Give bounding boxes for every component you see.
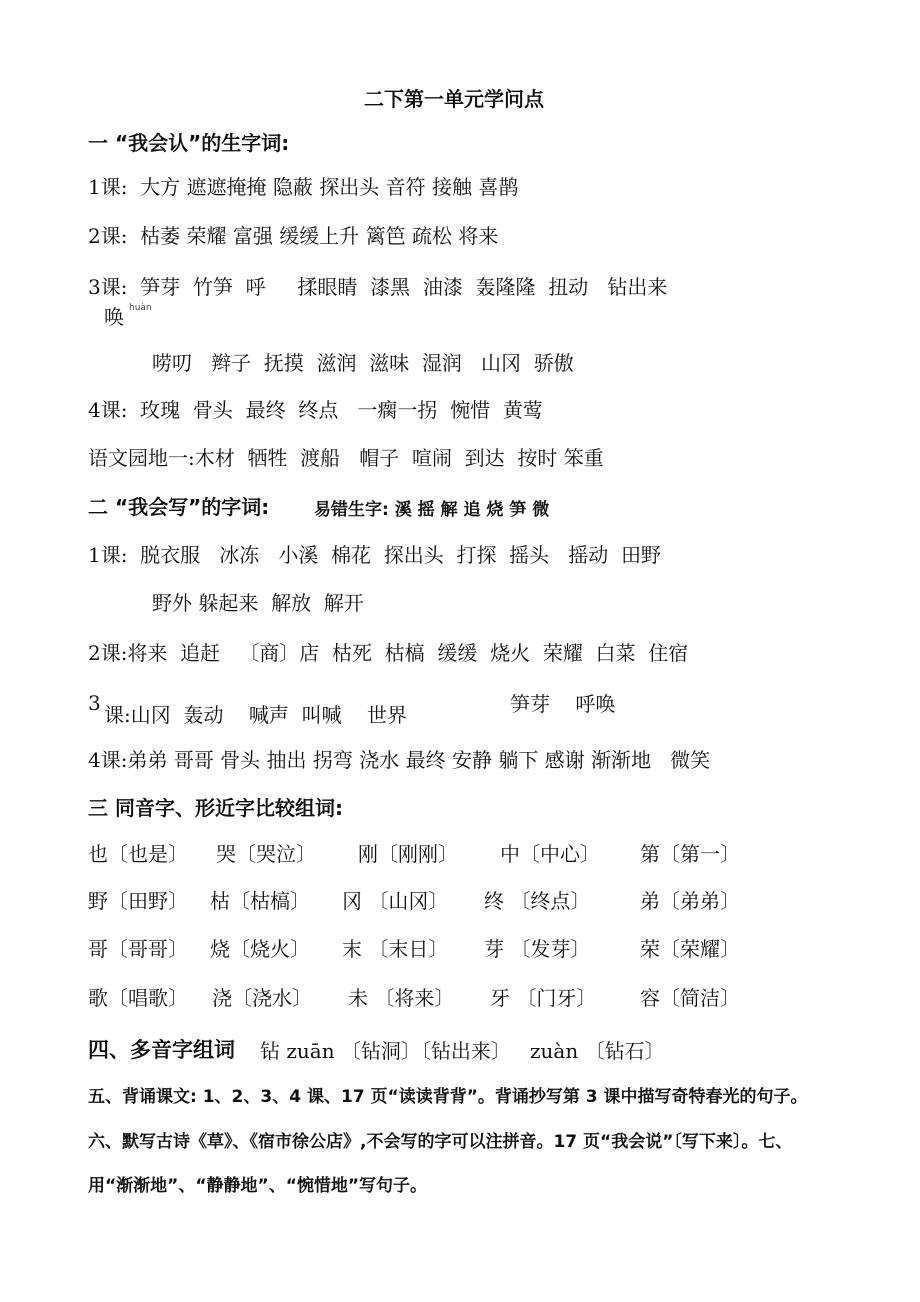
section-3-heading: 三 同音字、形近字比较组词:	[88, 796, 343, 820]
section-7-text: 用“渐渐地”、“静静地”、“惋惜地”写句子。	[88, 1176, 428, 1196]
pinyin-annotation: huàn	[129, 303, 152, 313]
s2-line-lesson-3: 课:山冈 轰动 喊声 叫喊 世界	[104, 703, 408, 727]
s2-line-lesson-4: 4课:弟弟 哥哥 骨头 抽出 拐弯 浇水 最终 安静 躺下 感谢 渐渐地 微笑	[88, 748, 711, 772]
compare-cell: 也〔也是〕	[88, 842, 188, 866]
compare-cell: 芽 〔发芽〕	[484, 937, 591, 961]
s1-line-lesson-2: 2课: 枯萎 荣耀 富强 缓缓上升 篱笆 疏松 将来	[88, 224, 499, 248]
compare-cell: 中〔中心〕	[500, 842, 600, 866]
s2-line-lesson-3-right: 笋芽 呼唤	[510, 692, 616, 716]
section-5-text: 五、背诵课文: 1、2、3、4 课、17 页“读读背背”。背诵抄写第 3 课中描写奇特春光的句子。	[88, 1087, 808, 1107]
s2-line-lesson-1b: 野外 躲起来 解放 解开	[152, 591, 364, 615]
page-title: 二下第一单元学问点	[364, 87, 544, 111]
section-2-subheading: 易错生字: 溪 摇 解 追 烧 笋 微	[314, 500, 550, 520]
compare-cell: 枯〔枯槁〕	[210, 889, 310, 913]
compare-cell: 荣〔荣耀〕	[640, 937, 740, 961]
compare-cell: 野〔田野〕	[88, 889, 188, 913]
compare-cell: 烧〔烧火〕	[210, 937, 310, 961]
compare-cell: 未 〔将来〕	[348, 986, 455, 1010]
section-4-heading: 四、多音字组词	[88, 1038, 235, 1062]
compare-cell: 末 〔末日〕	[342, 937, 449, 961]
compare-cell: 容〔简洁〕	[640, 986, 740, 1010]
s2-line-lesson-1: 1课: 脱衣服 冰冻 小溪 棉花 探出头 打探 摇头 摇动 田野	[88, 543, 661, 567]
section-6-text: 六、默写古诗《草》、《宿市徐公店》,不会写的字可以注拼音。17 页“我会说”〔写下来〕。七、	[88, 1132, 793, 1152]
s1-line-lesson-3a: 3课: 笋芽 竹笋 呼 揉眼睛 漆黑 油漆 轰隆隆 扭动 钻出来	[88, 275, 668, 299]
compare-cell: 浇〔浇水〕	[212, 986, 312, 1010]
s1-line-lesson-1: 1课: 大方 遮遮掩掩 隐蔽 探出头 音符 接触 喜鹊	[88, 175, 519, 199]
compare-cell: 终 〔终点〕	[484, 889, 591, 913]
s1-line-garden: 语文园地一:木材 牺牲 渡船 帽子 喧闹 到达 按时 笨重	[88, 446, 604, 470]
compare-cell: 牙 〔门牙〕	[490, 986, 597, 1010]
compare-cell: 哭〔哭泣〕	[216, 842, 316, 866]
s2-lesson-3-number: 3	[88, 691, 101, 715]
compare-cell: 歌〔唱歌〕	[88, 986, 188, 1010]
section-4-content: 钻 zuān 〔钻洞〕〔钻出来〕 zuàn 〔钻石〕	[260, 1039, 665, 1063]
s1-line-lesson-3b: 唤	[104, 305, 124, 329]
s1-line-lesson-3c: 唠叨 辫子 抚摸 滋润 滋味 湿润 山冈 骄傲	[152, 351, 574, 375]
s1-line-lesson-4: 4课: 玫瑰 骨头 最终 终点 一瘸一拐 惋惜 黄莺	[88, 398, 543, 422]
compare-cell: 冈 〔山冈〕	[342, 889, 449, 913]
section-2-heading: 二 “我会写”的字词:	[88, 495, 270, 519]
compare-cell: 弟〔弟弟〕	[640, 889, 740, 913]
section-1-heading: 一 “我会认”的生字词:	[88, 131, 290, 155]
compare-cell: 第〔第一〕	[640, 842, 740, 866]
compare-cell: 刚〔刚刚〕	[358, 842, 458, 866]
s2-line-lesson-2: 2课:将来 追赶 〔商〕店 枯死 枯槁 缓缓 烧火 荣耀 白菜 住宿	[88, 641, 689, 665]
compare-cell: 哥〔哥哥〕	[88, 937, 188, 961]
